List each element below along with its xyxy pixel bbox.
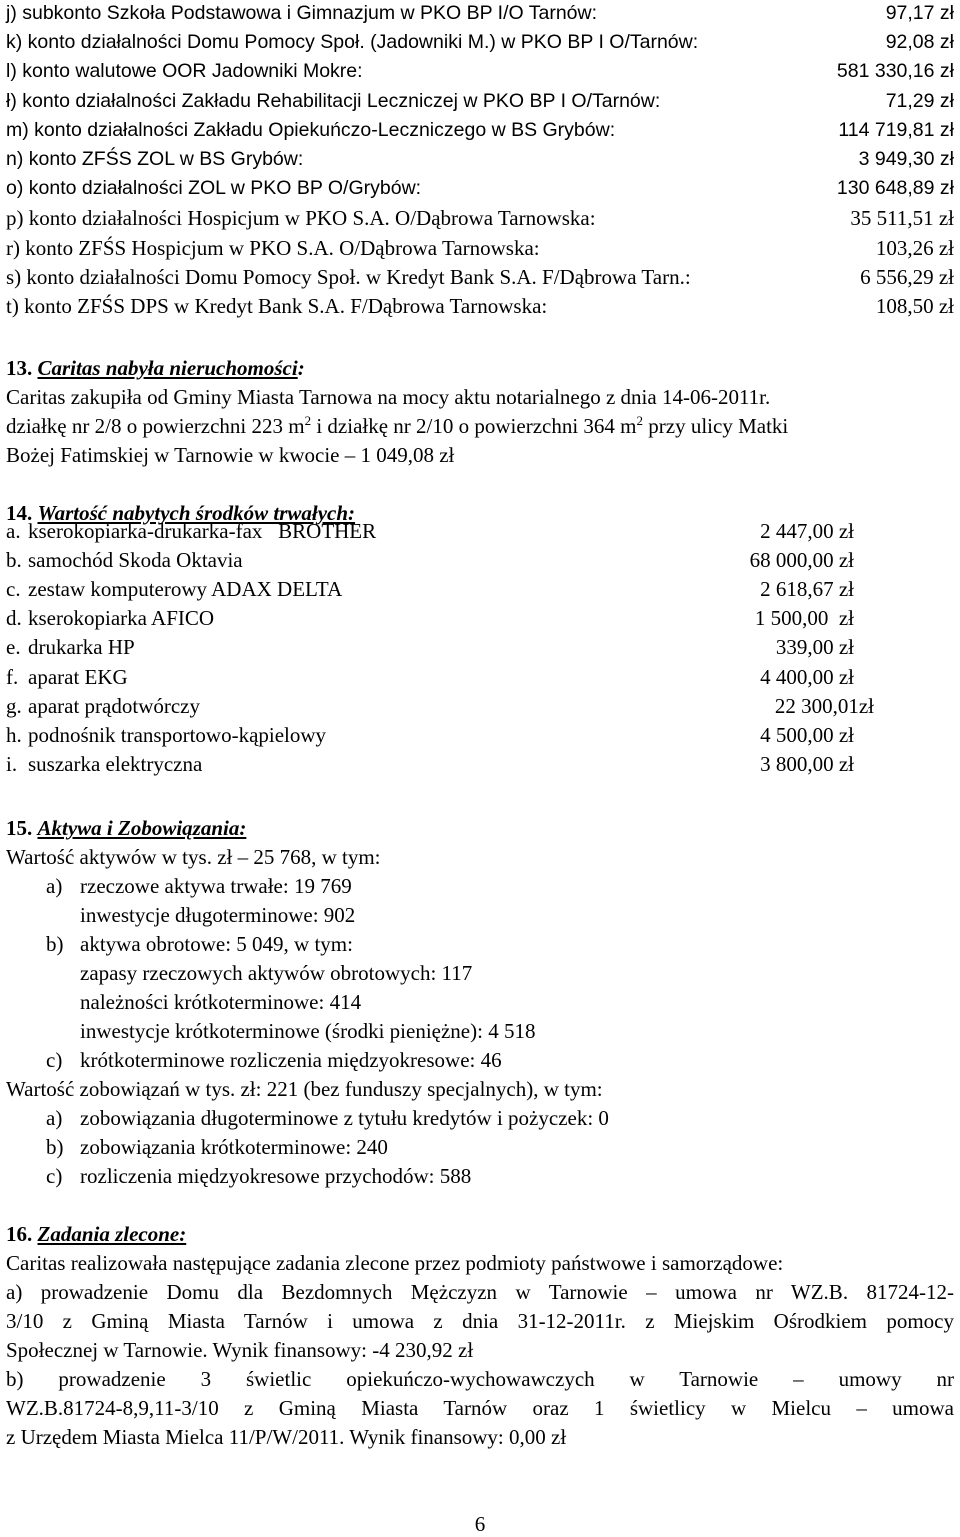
tasks-intro: Caritas realizowała następujące zadania zlecone przez podmioty państwowe i samorządowe: [6,1251,784,1275]
asset-letter: g. [6,693,22,718]
asset-value: 22 300,01zł [774,693,874,718]
asset-row [6,606,906,635]
section-16-heading [6,1222,186,1247]
item-text: aktywa obrotowe: 5 049, w tym: [80,932,353,956]
section-13-heading [6,356,305,381]
account-amount: 71,29 zł [885,89,954,112]
text-span: i działkę nr 2/10 o powierzchni 364 m [311,414,637,438]
account-row [6,119,954,148]
account-row [6,60,954,89]
asset-name: kserokopiarka AFICO [28,606,215,631]
section-number: 14. [6,501,33,525]
asset-value: 1 500,00 zł [754,606,854,631]
asset-letter: h. [6,722,22,747]
item-label: c) [46,1164,63,1188]
account-row [6,294,954,323]
asset-letter: b. [6,548,22,573]
asset-row [6,519,906,548]
item-label: c) [46,1048,63,1072]
account-amount: 92,08 zł [885,31,954,54]
account-amount: 581 330,16 zł [836,60,954,83]
account-label: j) subkonto Szkoła Podstawowa i Gimnazjum w PKO BP I/O Tarnów: [6,2,598,24]
asset-name: aparat prądotwórczy [28,693,200,718]
asset-name: zestaw komputerowy ADAX DELTA [28,577,343,602]
task-b-line-2: WZ.B.81724-8,9,11-3/10 z Gminą Miasta Tarnów oraz 1 świetlicy w Mielcu – umowa [6,1396,954,1420]
account-row [6,2,954,31]
asset-row [6,635,906,664]
item-text: zobowiązania krótkoterminowe: 240 [80,1135,388,1159]
asset-name: podnośnik transportowo-kąpielowy [28,722,327,747]
account-label: o) konto działalności ZOL w PKO BP O/Grybów: [6,177,422,200]
asset-letter: e. [6,635,21,660]
account-label: s) konto działalności Domu Pomocy Społ. w Kredyt Bank S.A. F/Dąbrowa Tarn.: [6,264,691,289]
liabilities-total: Wartość zobowiązań w tys. zł: 221 (bez funduszy specjalnych), w tym: [6,1077,603,1101]
superscript: 2 [304,413,312,428]
section-13-line-3: Bożej Fatimskiej w Tarnowie w kwocie – 1 049,08 zł [6,443,455,467]
asset-row [6,665,906,694]
asset-row [6,548,906,577]
task-b-line-3: z Urzędem Miasta Mielca 11/P/W/2011. Wynik finansowy: 0,00 zł [6,1425,567,1449]
account-amount: 97,17 zł [885,2,954,24]
item-label: a) [46,874,63,898]
text-span: działkę nr 2/8 o powierzchni 223 m [6,414,305,438]
asset-letter: f. [6,664,19,689]
asset-letter: i. [6,751,18,776]
item-text: zobowiązania długoterminowe z tytułu kredytów i pożyczek: 0 [80,1106,609,1130]
account-row [6,236,954,265]
task-a-line-1: a) prowadzenie Domu dla Bezdomnych Mężczyzn w Tarnowie – umowa nr WZ.B. 81724-12- [6,1280,954,1304]
account-label: ł) konto działalności Zakładu Rehabilitacji Leczniczej w PKO BP I O/Tarnów: [6,89,661,112]
asset-value: 4 400,00 zł [760,664,854,689]
asset-name: aparat EKG [28,664,128,689]
section-title: Zadania zlecone: [37,1222,187,1246]
asset-row [6,723,906,752]
asset-value: 2 618,67 zł [760,577,854,602]
item-label: b) [46,1135,64,1159]
asset-row [6,577,906,606]
account-amount: 130 648,89 zł [836,177,954,200]
account-label: m) konto działalności Zakładu Opiekuńczo-Leczniczego w BS Grybów: [6,118,616,141]
asset-name: samochód Skoda Oktavia [28,548,243,573]
task-a-line-3: Społecznej w Tarnowie. Wynik finansowy: -4 230,92 zł [6,1338,474,1362]
asset-value: 4 500,00 zł [760,722,854,747]
task-b-line-1: b) prowadzenie 3 świetlic opiekuńczo-wychowawczych w Tarnowie – umowy nr [6,1367,954,1391]
asset-value: 2 447,00 zł [760,519,854,543]
section-number: 15. [6,816,33,840]
asset-name: kserokopiarka-drukarka-fax BROTHER [28,519,377,543]
asset-letter: a. [6,519,21,543]
task-a-line-2: 3/10 z Gminą Miasta Tarnów i umowa z dnia 31-12-2011r. z Miejskim Ośrodkiem pomocy [6,1309,954,1333]
item-label: a) [46,1106,63,1130]
account-amount: 103,26 zł [875,235,954,260]
account-row [6,148,954,177]
item-text: inwestycje krótkoterminowe (środki pieniężne): 4 518 [80,1019,536,1043]
asset-value: 3 800,00 zł [760,751,854,776]
account-amount: 114 719,81 zł [838,118,954,141]
item-text: inwestycje długoterminowe: 902 [80,903,356,927]
superscript: 2 [636,413,644,428]
account-amount: 6 556,29 zł [860,264,954,289]
section-title: Wartość nabytych środków trwałych: [37,501,356,525]
section-number: 13. [6,356,33,380]
text-span: przy ulicy Matki [643,414,789,438]
asset-value: 339,00 zł [775,635,854,660]
page-number: 6 [474,1512,486,1536]
account-row [6,206,954,235]
asset-row [6,694,906,723]
account-amount: 108,50 zł [875,294,954,318]
account-label: n) konto ZFŚS ZOL w BS Grybów: [6,148,304,170]
account-row [6,90,954,119]
section-title: Caritas nabyła nieruchomości [37,356,298,380]
item-text: rozliczenia międzyokresowe przychodów: 588 [80,1164,472,1188]
item-text: krótkoterminowe rozliczenia międzyokresowe: 46 [80,1048,502,1072]
section-title: Aktywa i Zobowiązania: [37,816,247,840]
asset-value: 68 000,00 zł [749,548,854,573]
asset-letter: d. [6,606,22,631]
item-text: rzeczowe aktywa trwałe: 19 769 [80,874,352,898]
asset-letter: c. [6,577,21,602]
account-label: t) konto ZFŚS DPS w Kredyt Bank S.A. F/Dąbrowa Tarnowska: [6,294,548,318]
section-15-heading [6,816,246,841]
account-amount: 35 511,51 zł [850,206,954,231]
item-text: należności krótkoterminowe: 414 [80,990,362,1014]
account-label: r) konto ZFŚS Hospicjum w PKO S.A. O/Dąbrowa Tarnowska: [6,235,540,260]
section-number: 16. [6,1222,33,1246]
account-label: l) konto walutowe OOR Jadowniki Mokre: [6,60,363,83]
item-label: b) [46,932,64,956]
section-13-line-1: Caritas zakupiła od Gminy Miasta Tarnowa na mocy aktu notarialnego z dnia 14-06-2011r. [6,385,771,409]
asset-name: suszarka elektryczna [28,751,203,776]
account-label: k) konto działalności Domu Pomocy Społ. (Jadowniki M.) w PKO BP I O/Tarnów: [6,31,699,54]
section-13-line-2 [6,414,788,439]
item-text: zapasy rzeczowych aktywów obrotowych: 117 [80,961,473,985]
account-amount: 3 949,30 zł [858,148,954,170]
section-colon: : [297,356,305,380]
asset-name: drukarka HP [28,635,135,660]
asset-row [6,752,906,781]
account-row [6,177,954,206]
assets-total: Wartość aktywów w tys. zł – 25 768, w tym: [6,845,381,869]
account-row [6,265,954,294]
account-row [6,31,954,60]
account-label: p) konto działalności Hospicjum w PKO S.A. O/Dąbrowa Tarnowska: [6,206,596,231]
